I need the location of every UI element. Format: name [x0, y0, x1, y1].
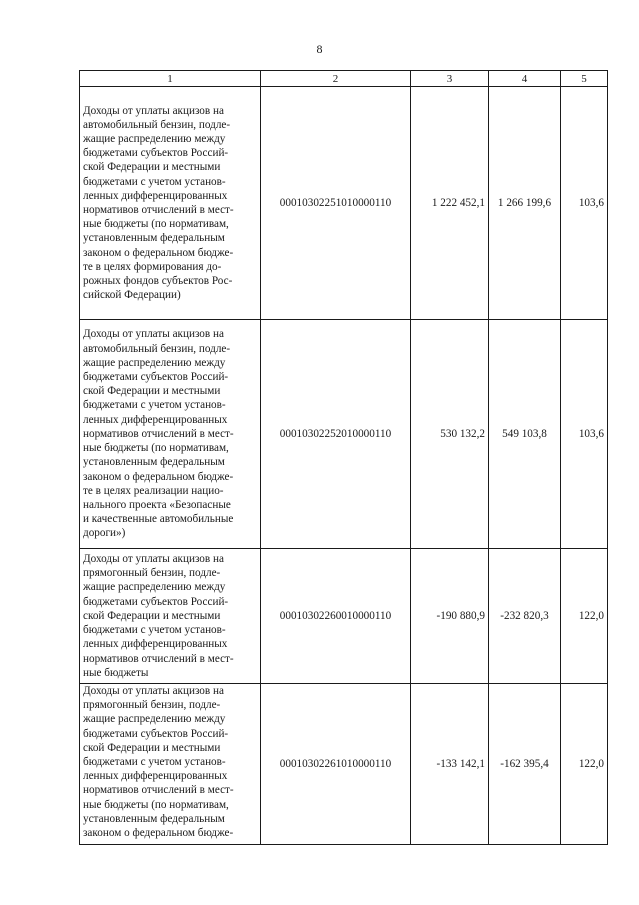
- name-line: бюджетами субъектов Россий-: [83, 371, 229, 384]
- name-line: рожных фондов субъектов Рос-: [83, 275, 233, 288]
- name-line: бюджетами субъектов Россий-: [83, 147, 229, 160]
- name-line: бюджетами субъектов Россий-: [83, 595, 229, 608]
- name-line: жащие распределению между: [83, 132, 226, 145]
- name-line: те в целях реализации нацио-: [83, 484, 224, 497]
- name-line: автомобильный бензин, подле-: [83, 118, 231, 131]
- row-col5-value: 103,6: [561, 320, 608, 549]
- row-code: 00010302260010000110: [261, 549, 411, 684]
- name-line: установленным федеральным: [83, 456, 225, 469]
- name-line: ленных дифференцированных: [83, 770, 228, 783]
- table-row: [80, 320, 608, 549]
- name-line: Доходы от уплаты акцизов на: [83, 104, 224, 117]
- name-line: ской Федерации и местными: [83, 609, 221, 622]
- table-row: [80, 684, 608, 845]
- table-row: [80, 87, 608, 320]
- name-line: законом о федеральном бюдже-: [83, 470, 234, 483]
- name-line: жащие распределению между: [83, 581, 226, 594]
- name-line: ные бюджеты (по нормативам,: [83, 442, 229, 455]
- row-code: 00010302261010000110: [261, 684, 411, 845]
- header-col-1: 1: [80, 71, 261, 87]
- row-col4-value: -232 820,3: [489, 549, 561, 684]
- row-name: [80, 684, 261, 845]
- name-line: бюджетами с учетом установ-: [83, 175, 226, 188]
- name-line: дороги»): [83, 527, 126, 540]
- name-line: и качественные автомобильные: [83, 513, 234, 526]
- name-line: ской Федерации и местными: [83, 741, 221, 754]
- name-line: сийской Федерации): [83, 289, 181, 302]
- row-col4-value: 549 103,8: [489, 320, 561, 549]
- name-line: нормативов отчислений в мест-: [83, 204, 234, 216]
- header-col-5: 5: [561, 71, 608, 87]
- row-col4-value: 1 266 199,6: [489, 87, 561, 320]
- table-header-row: [80, 71, 608, 87]
- name-line: нального проекта «Безопасные: [83, 498, 231, 511]
- table-row: [80, 549, 608, 684]
- header-col-2: 2: [261, 71, 411, 87]
- name-line: ленных дифференцированных: [83, 638, 228, 651]
- row-col5-value: 103,6: [561, 87, 608, 320]
- row-code: 00010302252010000110: [261, 320, 411, 549]
- row-code: 00010302251010000110: [261, 87, 411, 320]
- header-col-3: 3: [411, 71, 489, 87]
- row-col4-value: -162 395,4: [489, 684, 561, 845]
- name-line: бюджетами с учетом установ-: [83, 756, 226, 769]
- name-line: установленным федеральным: [83, 812, 225, 825]
- row-name: [80, 87, 261, 320]
- name-line: бюджетами с учетом установ-: [83, 624, 226, 637]
- name-line: бюджетами субъектов Россий-: [83, 727, 229, 740]
- row-col3-value: -133 142,1: [411, 684, 489, 845]
- name-line: жащие распределению между: [83, 356, 226, 369]
- name-line: законом о федеральном бюдже-: [83, 827, 234, 840]
- name-line: Доходы от уплаты акцизов на: [83, 685, 224, 697]
- name-line: жащие распределению между: [83, 713, 226, 726]
- name-line: законом о федеральном бюдже-: [83, 246, 234, 259]
- name-line: ской Федерации и местными: [83, 385, 221, 398]
- page-number: 8: [316, 42, 323, 56]
- name-line: нормативов отчислений в мест-: [83, 652, 234, 665]
- row-col3-value: 530 132,2: [411, 320, 489, 549]
- name-line: ные бюджеты (по нормативам,: [83, 218, 229, 231]
- name-line: установленным федеральным: [83, 232, 225, 245]
- revenue-table: [79, 70, 608, 845]
- name-line: те в целях формирования до-: [83, 260, 222, 273]
- name-line: прямогонный бензин, подле-: [83, 699, 221, 712]
- name-line: нормативов отчислений в мест-: [83, 427, 234, 440]
- name-line: ные бюджеты: [83, 666, 149, 679]
- row-col5-value: 122,0: [561, 684, 608, 845]
- row-name: [80, 549, 261, 684]
- name-line: нормативов отчислений в мест-: [83, 784, 234, 797]
- name-line: Доходы от уплаты акцизов на: [83, 553, 224, 566]
- row-col5-value: 122,0: [561, 549, 608, 684]
- row-name: [80, 320, 261, 549]
- row-col3-value: 1 222 452,1: [411, 87, 489, 320]
- name-line: прямогонный бензин, подле-: [83, 567, 221, 580]
- name-line: ные бюджеты (по нормативам,: [83, 798, 229, 811]
- name-line: ленных дифференцированных: [83, 413, 228, 426]
- row-col3-value: -190 880,9: [411, 549, 489, 684]
- name-line: ленных дифференцированных: [83, 189, 228, 202]
- name-line: бюджетами с учетом установ-: [83, 399, 226, 412]
- header-col-4: 4: [489, 71, 561, 87]
- name-line: автомобильный бензин, подле-: [83, 342, 231, 355]
- name-line: Доходы от уплаты акцизов на: [83, 328, 224, 341]
- name-line: ской Федерации и местными: [83, 161, 221, 174]
